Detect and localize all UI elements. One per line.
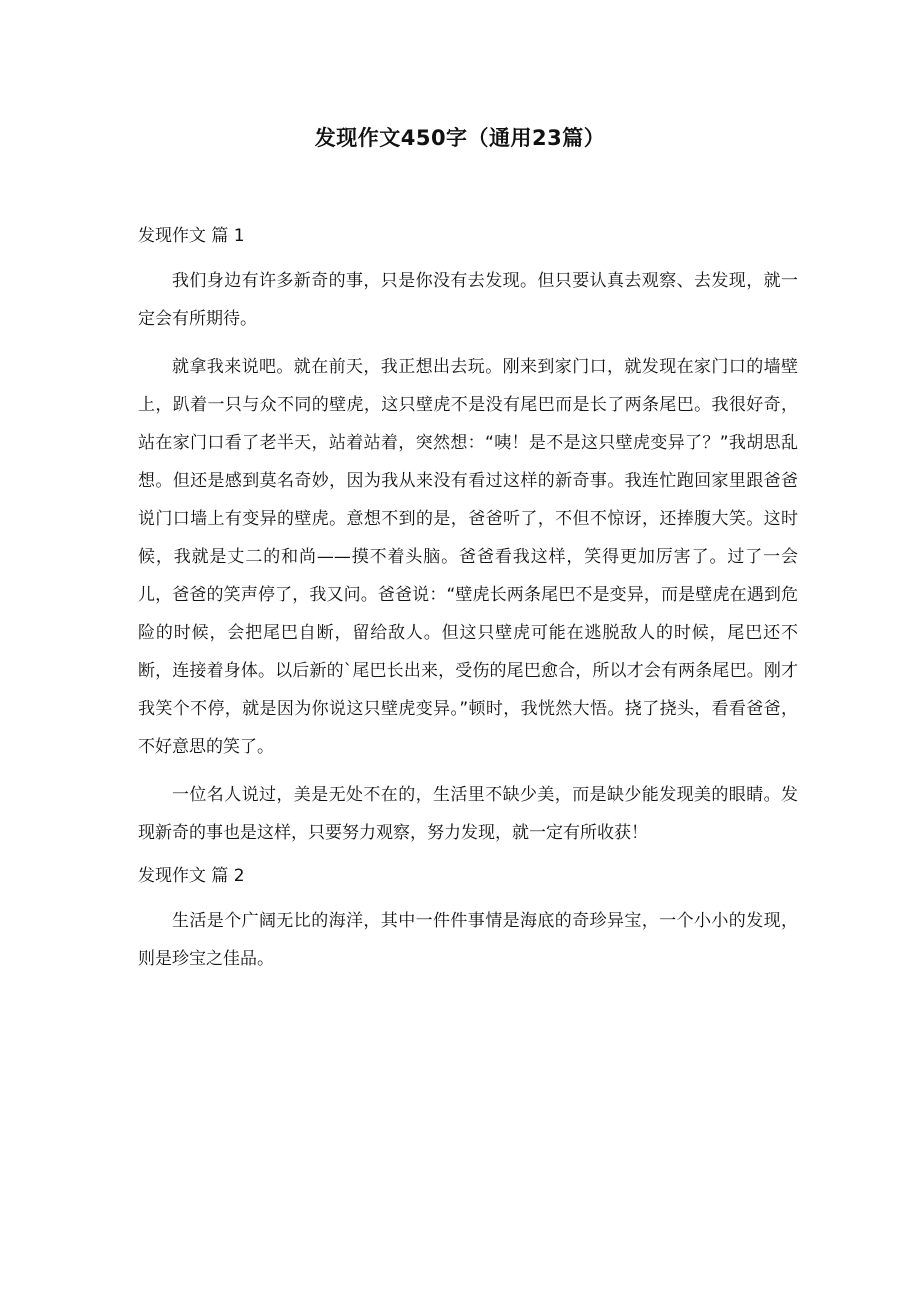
paragraph: 我们身边有许多新奇的事，只是你没有去发现。但只要认真去观察、去发现，就一定会有所期待。 bbox=[138, 271, 798, 329]
document-title: 发现作文450字（通用23篇） bbox=[314, 126, 606, 150]
paragraph: 一位名人说过，美是无处不在的，生活里不缺少美，而是缺少能发现美的眼睛。发现新奇的事也是这样，只要努力观察，努力发现，就一定有所收获！ bbox=[138, 785, 798, 843]
document-body bbox=[138, 212, 798, 988]
paragraph: 生活是个广阔无比的海洋，其中一件件事情是海底的奇珍异宝，一个小小的发现，则是珍宝之佳品。 bbox=[138, 911, 798, 969]
section-heading-2: 发现作文 篇 2 bbox=[138, 866, 245, 886]
paragraph: 就拿我来说吧。就在前天，我正想出去玩。刚来到家门口，就发现在家门口的墙壁上，趴着一只与众不同的壁虎，这只壁虎不是没有尾巴而是长了两条尾巴。我很好奇，站在家门口看了老半天，站着站着，突然想：“咦！是不是这只壁虎变异了？”我胡思乱想。但还是感到莫名奇妙，因为我从来没有看过这样的新奇事。我连忙跑回家里跟爸爸说门口墙上有变异的壁虎。意想不到的是，爸爸听了，不但不惊讶，还捧腹大笑。这时候，我就是丈二的和尚——摸不着头脑。爸爸看我这样，笑得更加厉害了。过了一会儿，爸爸的笑声停了，我又问。爸爸说：“壁虎长两条尾巴不是变异，而是壁虎在遇到危险的时候，会把尾巴自断，留给敌人。但这只壁虎可能在逃脱敌人的时候，尾巴还不断，连接着身体。以后新的`尾巴长出来，受伤的尾巴愈合，所以才会有两条尾巴。刚才我笑个不停，就是因为你说这只壁虎变异。”顿时，我恍然大悟。挠了挠头，看看爸爸，不好意思的笑了。 bbox=[138, 357, 798, 757]
section-heading-1: 发现作文 篇 1 bbox=[138, 226, 245, 246]
